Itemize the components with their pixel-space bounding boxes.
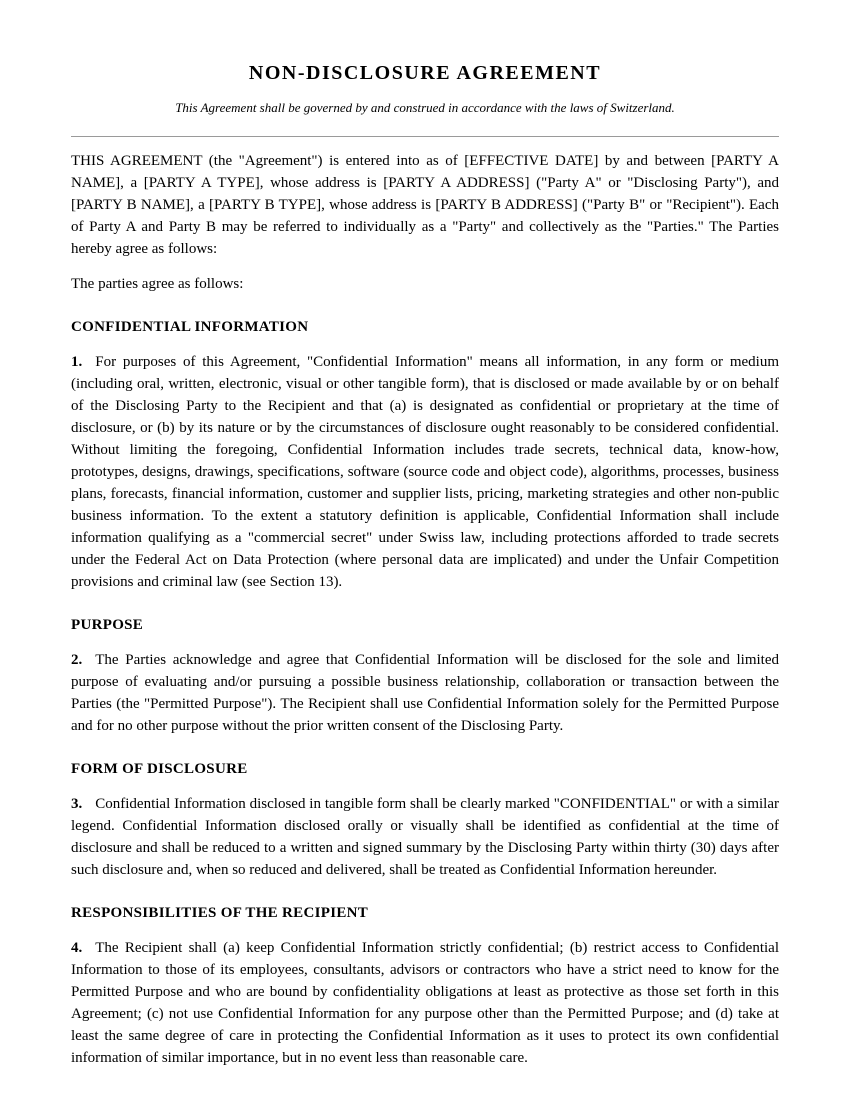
clause-2-text: The Parties acknowledge and agree that Confidential Information will be disclosed for the sole and limited purpose of evaluating and/or pursuing a possible business relationship, collaboration or transaction between the Parties (the "Permitted Purpose"). The Recipient shall use Confidential Information solely for the Permitted Purpose and for no other purpose without the prior written consent of the Disclosing Party. (71, 652, 779, 734)
clause-3-paragraph (71, 793, 779, 881)
section-heading-confidential-information: CONFIDENTIAL INFORMATION (71, 319, 309, 335)
clause-1-number: 1. (71, 354, 83, 370)
clause-2-paragraph (71, 649, 779, 737)
header-divider (71, 136, 779, 137)
clause-3-number: 3. (71, 796, 83, 812)
clause-4-number: 4. (71, 940, 83, 956)
document-title: NON-DISCLOSURE AGREEMENT (248, 62, 602, 84)
section-heading-form-of-disclosure: FORM OF DISCLOSURE (71, 761, 248, 777)
clause-3-text: Confidential Information disclosed in tangible form shall be clearly marked "CONFIDENTIAL" or with a similar legend. Confidential Information disclosed orally or visually shall be identified as confidential at the time of disclosure and shall be reduced to a written and signed summary by the Disclosing Party within thirty (30) days after such disclosure and, when so reduced and delivered, shall be treated as Confidential Information hereunder. (71, 796, 779, 878)
clause-1-text: For purposes of this Agreement, "Confidential Information" means all information, in any form or medium (including oral, written, electronic, visual or other tangible form), that is disclosed or made available by or on behalf of the Disclosing Party to the Recipient and that (a) is designated as confidential or proprietary at the time of disclosure, or (b) by its nature or by the circumstances of disclosure ought reasonably to be considered confidential. Without limiting the foregoing, Confidential Information includes trade secrets, technical data, know-how, prototypes, designs, drawings, specifications, software (source code and object code), algorithms, processes, business plans, forecasts, financial information, customer and supplier lists, pricing, marketing strategies and other non-public business information. To the extent a statutory definition is applicable, Confidential Information shall include information qualifying as a "commercial secret" under Swiss law, including protections afforded to trade secrets under the Federal Act on Data Protection (where personal data are implicated) and under the Unfair Competition provisions and criminal law (see Section 13). (71, 354, 779, 590)
lead-in-paragraph: The parties agree as follows: (71, 276, 244, 292)
clause-2-number: 2. (71, 652, 83, 668)
clause-4-paragraph (71, 937, 779, 1069)
clause-4-text: The Recipient shall (a) keep Confidential Information strictly confidential; (b) restrict access to Confidential Information to those of its employees, consultants, advisors or contractors who have a strict need to know for the Permitted Purpose and who are bound by confidentiality obligations at least as protective as those set forth in this Agreement; (c) not use Confidential Information for any purpose other than the Permitted Purpose; and (d) take at least the same degree of care in protecting the Confidential Information as it uses to protect its own confidential information of similar importance, but in no event less than reasonable care. (71, 940, 779, 1066)
section-heading-purpose: PURPOSE (71, 617, 144, 633)
clause-1-paragraph (71, 351, 779, 593)
section-heading-responsibilities-of-the-recipient: RESPONSIBILITIES OF THE RECIPIENT (71, 905, 369, 921)
preamble-paragraph: THIS AGREEMENT (the "Agreement") is entered into as of [EFFECTIVE DATE] by and between [PARTY A NAME], a [PARTY A TYPE], whose address is [PARTY A ADDRESS] ("Party A" or "Disclosing Party"), and [PARTY B NAME], a [PARTY B TYPE], whose address is [PARTY B ADDRESS] ("Party B" or "Recipient"). Each of Party A and Party B may be referred to individually as a "Party" and collectively as the "Parties." The Parties hereby agree as follows: (71, 153, 779, 257)
governing-law-subtitle: This Agreement shall be governed by and construed in accordance with the laws of Switzerland. (175, 100, 675, 115)
